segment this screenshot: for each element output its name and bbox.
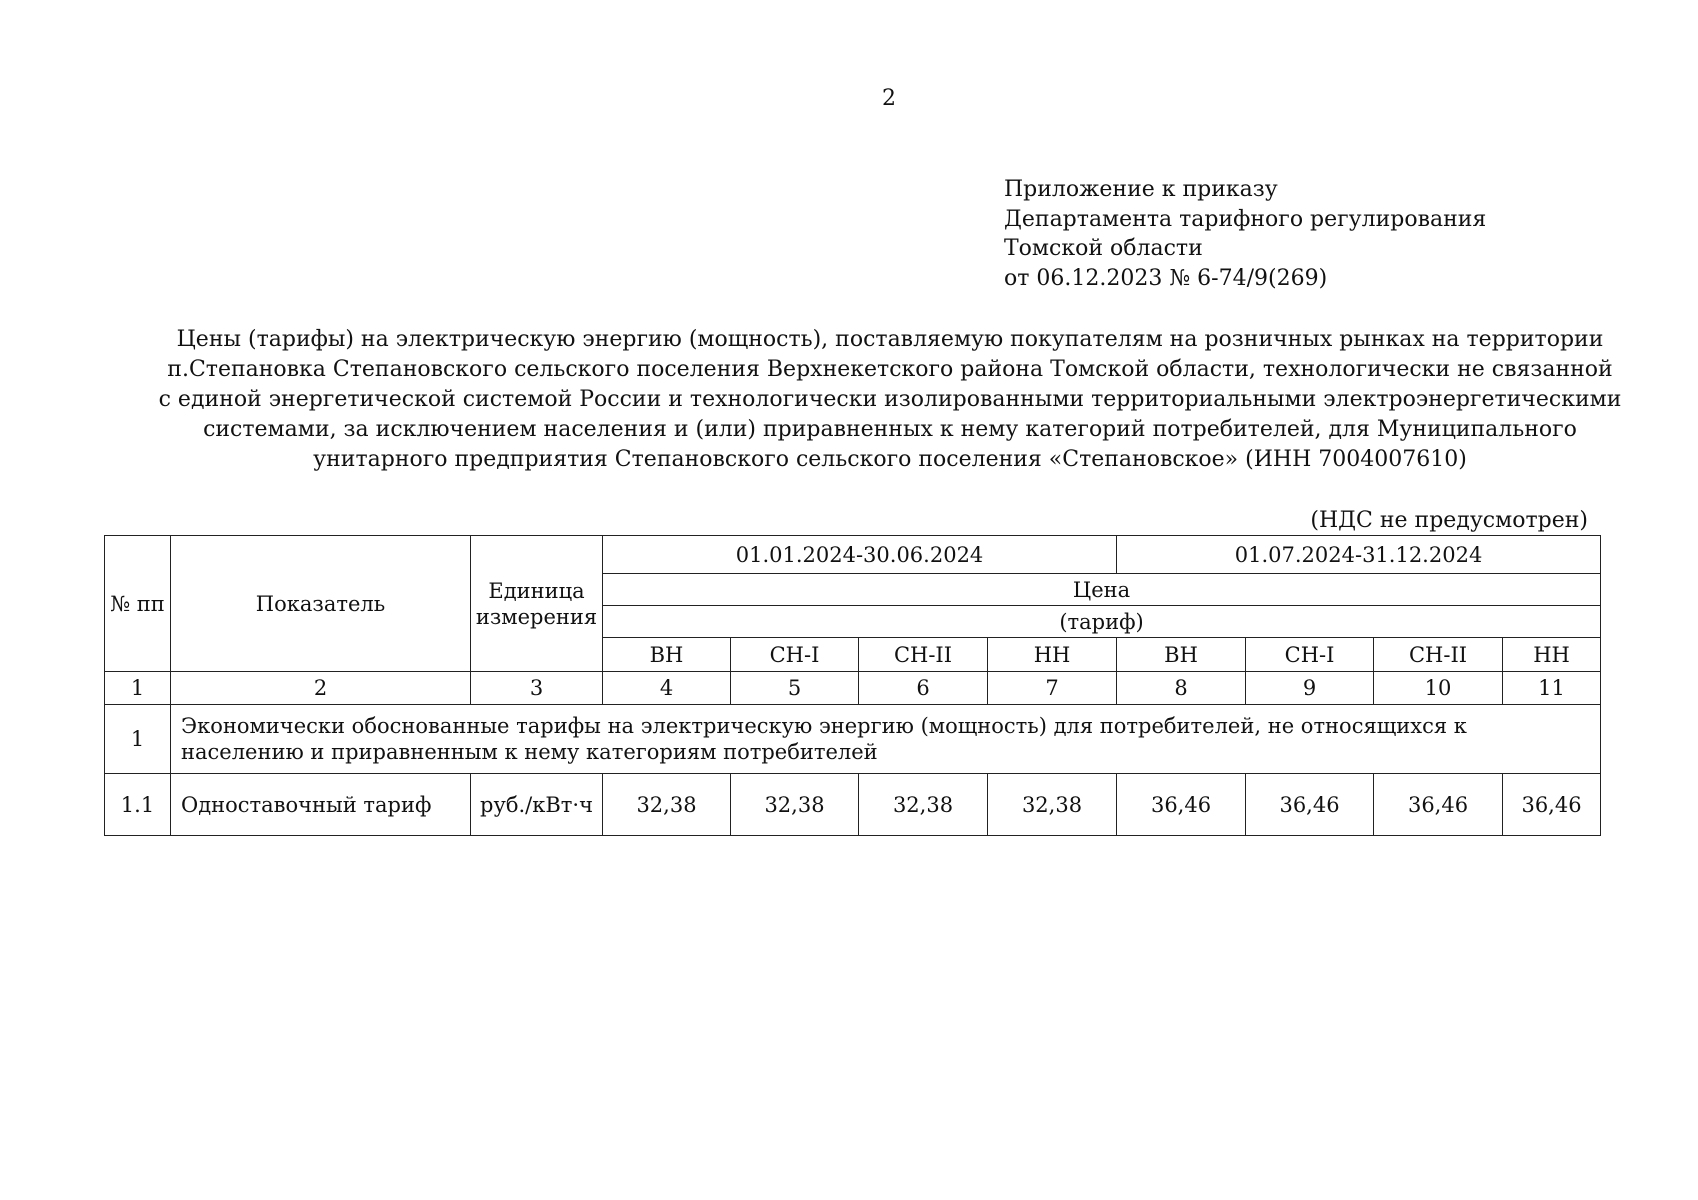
tariff-value: 36,46 <box>1374 774 1503 836</box>
appendix-line: Департамента тарифного регулирования <box>1004 206 1487 232</box>
title-line: системами, за исключением населения и (или) приравненных к нему категорий потребителей, для Муниципального <box>203 417 1577 442</box>
tariff-value: 36,46 <box>1246 774 1374 836</box>
tariff-value: 36,46 <box>1503 774 1601 836</box>
voltage-level: НН <box>1503 638 1601 672</box>
tariff-value: 36,46 <box>1117 774 1246 836</box>
row-number: 1.1 <box>105 774 171 836</box>
title-line: унитарного предприятия Степановского сельского поселения «Степановское» (ИНН 7004007610) <box>313 447 1467 472</box>
title-line: с единой энергетической системой России и технологически изолированными территориальными электроэнергетическими <box>158 387 1622 412</box>
voltage-level: СН-I <box>1246 638 1374 672</box>
header-period-2: 01.07.2024-31.12.2024 <box>1117 536 1601 574</box>
tariff-value: 32,38 <box>859 774 988 836</box>
vat-note: (НДС не предусмотрен) <box>1310 508 1588 533</box>
header-col-unit: Единица измерения <box>471 536 603 672</box>
appendix-line: Приложение к приказу <box>1004 177 1278 202</box>
column-number: 2 <box>171 672 471 705</box>
header-col-indicator: Показатель <box>171 536 471 672</box>
tariff-table <box>104 535 1601 836</box>
section-row <box>105 705 1601 774</box>
appendix-block <box>1004 175 1486 293</box>
column-number: 11 <box>1503 672 1601 705</box>
voltage-level: СН-I <box>731 638 859 672</box>
section-text: Экономически обоснованные тарифы на электрическую энергию (мощность) для потребителей, не относящихся к населению и приравненным к нему категориям потребителей <box>171 705 1601 774</box>
header-col-no: № пп <box>105 536 171 672</box>
column-numbers-row <box>105 672 1601 705</box>
voltage-level: ВН <box>603 638 731 672</box>
header-tariff: (тариф) <box>603 606 1601 638</box>
appendix-line: Томской области <box>1004 236 1203 261</box>
voltage-level: СН-II <box>1374 638 1503 672</box>
column-number: 5 <box>731 672 859 705</box>
tariff-value: 32,38 <box>731 774 859 836</box>
section-number: 1 <box>105 705 171 774</box>
voltage-level: СН-II <box>859 638 988 672</box>
tariff-value: 32,38 <box>988 774 1117 836</box>
row-unit: руб./кВт·ч <box>471 774 603 836</box>
column-number: 4 <box>603 672 731 705</box>
column-number: 9 <box>1246 672 1374 705</box>
header-price: Цена <box>603 574 1601 606</box>
column-number: 10 <box>1374 672 1503 705</box>
appendix-line: от 06.12.2023 № 6-74/9(269) <box>1004 265 1328 291</box>
document-title <box>120 325 1660 475</box>
column-number: 7 <box>988 672 1117 705</box>
voltage-level: ВН <box>1117 638 1246 672</box>
column-number: 8 <box>1117 672 1246 705</box>
table-row <box>105 774 1601 836</box>
title-line: Цены (тарифы) на электрическую энергию (мощность), поставляемую покупателям на розничных рынках на территории <box>176 327 1604 352</box>
header-period-1: 01.01.2024-30.06.2024 <box>603 536 1117 574</box>
page-number: 2 <box>882 86 896 111</box>
row-indicator: Одноставочный тариф <box>171 774 471 836</box>
column-number: 6 <box>859 672 988 705</box>
title-line: п.Степановка Степановского сельского поселения Верхнекетского района Томской области, технологически не связанной <box>167 357 1613 382</box>
column-number: 3 <box>471 672 603 705</box>
column-number: 1 <box>105 672 171 705</box>
voltage-level: НН <box>988 638 1117 672</box>
tariff-value: 32,38 <box>603 774 731 836</box>
header-row-periods <box>105 536 1601 574</box>
